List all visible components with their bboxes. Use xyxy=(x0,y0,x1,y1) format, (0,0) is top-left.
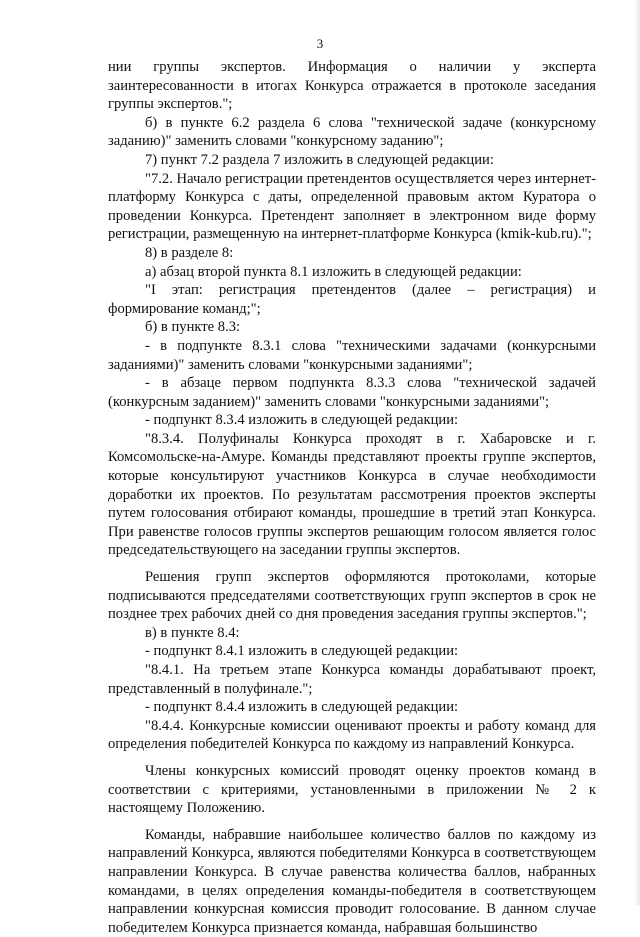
paragraph: б) в пункте 8.3: xyxy=(145,319,241,336)
paragraph: а) абзац второй пункта 8.1 изложить в следующей редакции: xyxy=(145,263,522,280)
paragraph: "8.3.4. Полуфиналы Конкурса проходят в г. Хабаровске и г. Комсомольске-на-Амуре. Команды представляют проекты группе экспертов, которые консультируют участников Конкурса в случае необходимости доработки их проектов. По результатам рассмотрения проектов эксперты путем голосования отбирают команды, прошедшие в третий этап Конкурса. При равенстве голосов группы экспертов решающим голосом является голос председательствующего на заседании группы экспертов. xyxy=(108,430,596,559)
paragraph: 7) пункт 7.2 раздела 7 изложить в следующей редакции: xyxy=(145,151,494,168)
paragraph: - в подпункте 8.3.1 слова "техническими задачами (конкурсными заданиями)" заменить словами "конкурсными заданиями"; xyxy=(108,337,596,373)
paragraph: "8.4.1. На третьем этапе Конкурса команды дорабатывают проект, представленный в полуфинале."; xyxy=(108,662,596,697)
paragraph: в) в пункте 8.4: xyxy=(145,624,240,641)
paragraph: - подпункт 8.3.4 изложить в следующей редакции: xyxy=(145,412,459,429)
paragraph: нии группы экспертов. Информация о наличии у эксперта заинтересованности в итогах Конкурса отражается в протоколе заседания группы экспертов."; xyxy=(108,59,596,113)
paragraph: Решения групп экспертов оформляются протоколами, которые подписываются председателями соответствующих групп экспертов в срок не позднее трех рабочих дней со дня проведения заседания группы экспертов."; xyxy=(108,569,596,623)
scan-edge-shadow xyxy=(634,0,640,905)
paragraph: 8) в разделе 8: xyxy=(145,244,234,261)
paragraph: - подпункт 8.4.4 изложить в следующей редакции: xyxy=(145,699,459,716)
paragraph: б) в пункте 6.2 раздела 6 слова "технической задаче (конкурсному заданию)" заменить словами "конкурсному заданию"; xyxy=(108,114,596,150)
paragraph: - подпункт 8.4.1 изложить в следующей редакции: xyxy=(145,643,459,660)
page-number: 3 xyxy=(316,36,324,51)
paragraph: "8.4.4. Конкурсные комиссии оценивают проекты и работу команд для определения победителей Конкурса по каждому из направлений Конкурса. xyxy=(108,717,596,753)
paragraph: - в абзаце первом подпункта 8.3.3 слова "технической задачей (конкурсным заданием)" заменить словами "конкурсными заданиями"; xyxy=(108,375,596,410)
paragraph: "7.2. Начало регистрации претендентов осуществляется через интернет-платформу Конкурса с даты, определенной правовым актом Куратора о проведении Конкурса. Претендент заполняет в электронном виде форму регистрации, размещенную на интернет-платформе Конкурса (kmik-kub.ru)."; xyxy=(108,170,596,243)
paragraph: Члены конкурсных комиссий проводят оценку проектов команд в соответствии с критериями, установленными в приложении № 2 к настоящему Положению. xyxy=(108,762,596,817)
paragraph: "I этап: регистрация претендентов (далее – регистрация) и формирование команд;"; xyxy=(108,282,596,317)
document-body xyxy=(108,58,596,937)
paragraph: Команды, набравшие наибольшее количество баллов по каждому из направлений Конкурса, являются победителями Конкурса в соответствующем направлении Конкурса. В случае равенства количества баллов, набранных командами, в целях определения команды-победителя в соответствующем направлении конкурсная комиссия проводит голосование. В данном случае победителем Конкурса признается команда, набравшая большинство xyxy=(108,826,596,936)
